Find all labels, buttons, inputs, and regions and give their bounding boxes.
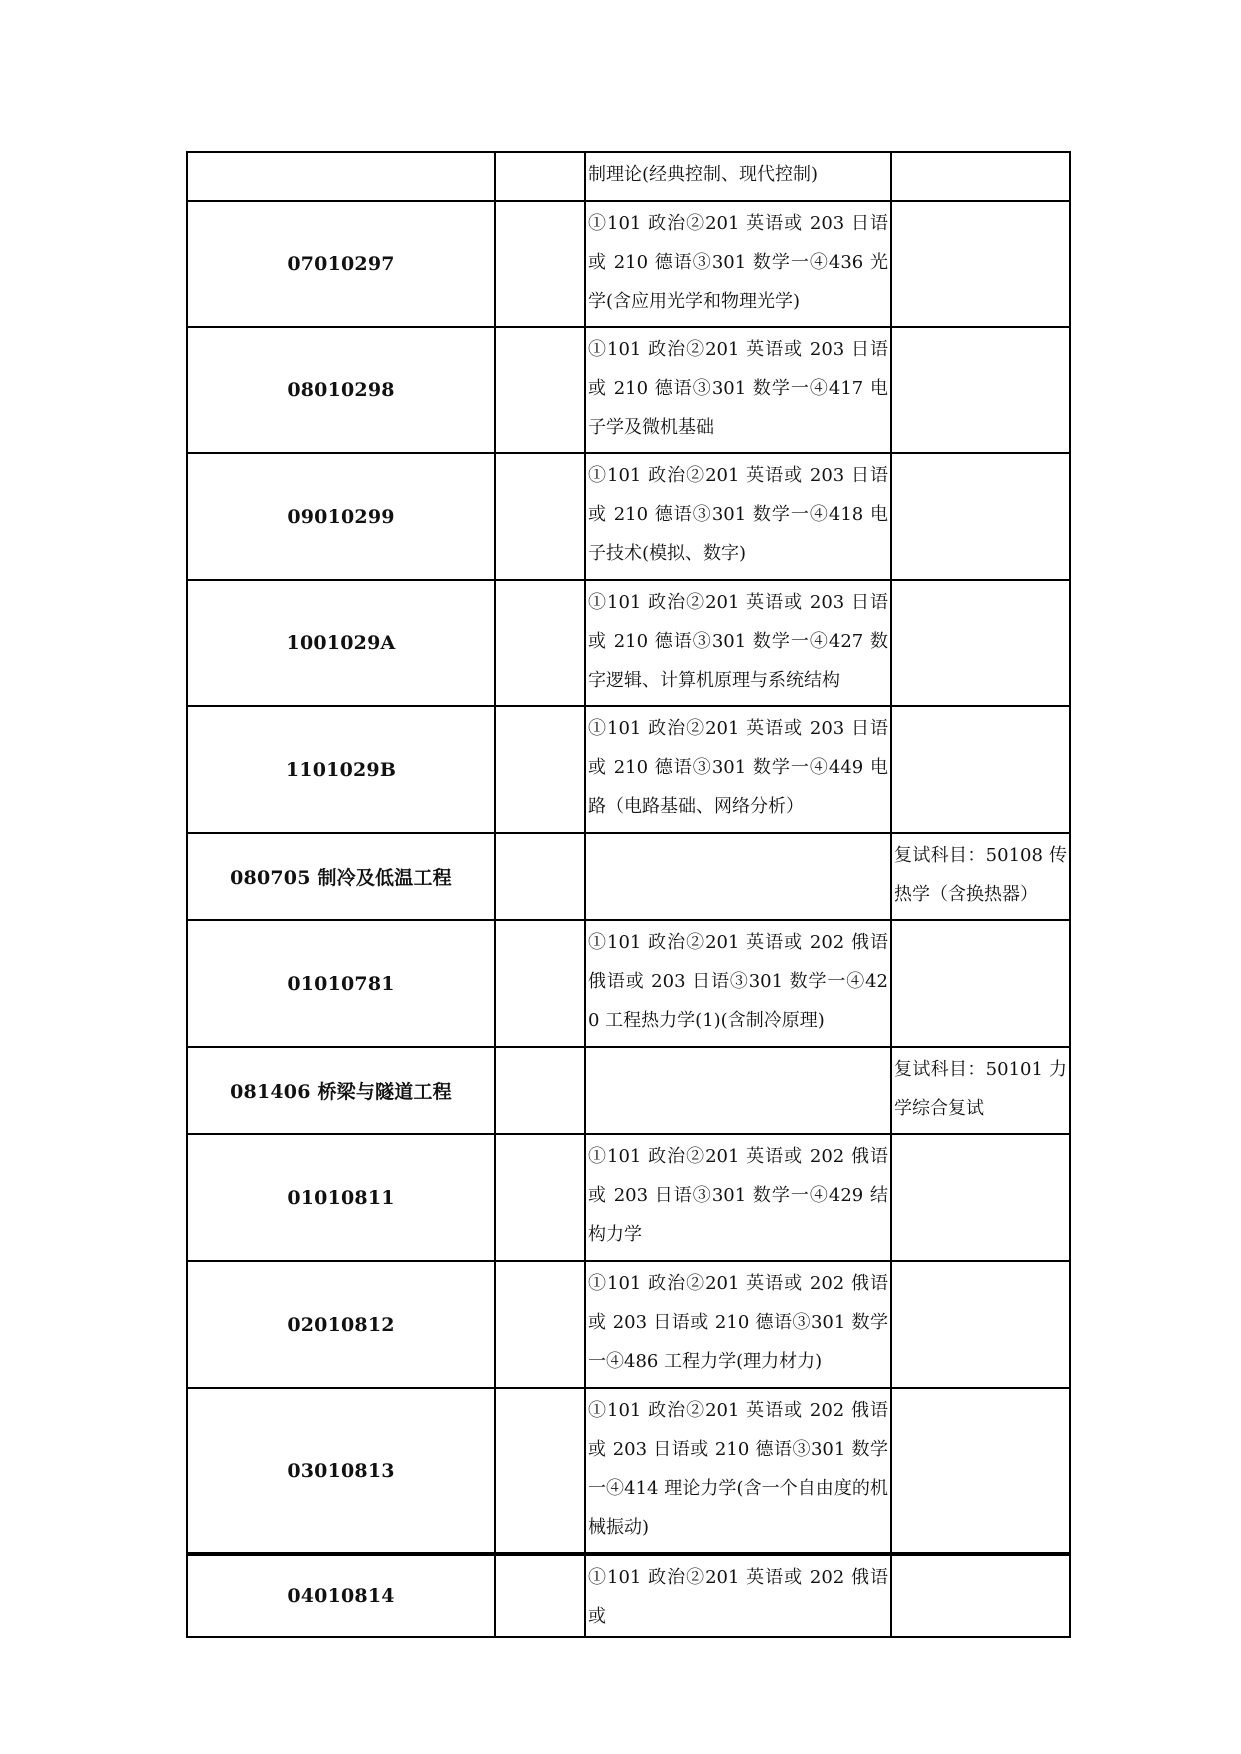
blank-cell <box>495 1134 585 1261</box>
blank-cell <box>495 833 585 920</box>
program-code-cell <box>187 152 495 201</box>
note-cell <box>891 327 1070 453</box>
blank-cell <box>495 152 585 201</box>
exam-subjects-cell: 制理论(经典控制、现代控制) <box>585 152 891 201</box>
program-code-cell: 01010811 <box>187 1134 495 1261</box>
exam-subjects-cell: ①101 政治②201 英语或 203 日语或 210 德语③301 数学一④449 电路（电路基础、网络分析） <box>585 706 891 833</box>
note-cell <box>891 1261 1070 1388</box>
exam-subjects-cell <box>585 833 891 920</box>
note-cell <box>891 706 1070 833</box>
note-cell <box>891 201 1070 327</box>
note-cell: 复试科目：50101 力学综合复试 <box>891 1047 1070 1134</box>
program-code-cell: 09010299 <box>187 453 495 580</box>
note-cell <box>891 152 1070 201</box>
note-cell <box>891 920 1070 1047</box>
exam-subjects-cell: ①101 政治②201 英语或 203 日语或 210 德语③301 数学一④427 数字逻辑、计算机原理与系统结构 <box>585 580 891 706</box>
exam-subjects-cell: ①101 政治②201 英语或 202 俄语或 203 日语或 210 德语③301 数学一④486 工程力学(理力材力) <box>585 1261 891 1388</box>
table-row <box>187 1261 1070 1388</box>
blank-cell <box>495 327 585 453</box>
program-table <box>186 151 1071 1638</box>
table-row <box>187 580 1070 706</box>
table-row <box>187 706 1070 833</box>
table-row <box>187 1134 1070 1261</box>
program-code-cell: 03010813 <box>187 1388 495 1554</box>
table-row <box>187 152 1070 201</box>
table-row <box>187 1554 1070 1637</box>
note-cell: 复试科目：50108 传热学（含换热器） <box>891 833 1070 920</box>
blank-cell <box>495 1554 585 1637</box>
note-cell <box>891 580 1070 706</box>
program-code-cell: 080705 制冷及低温工程 <box>187 833 495 920</box>
exam-subjects-cell: ①101 政治②201 英语或 203 日语或 210 德语③301 数学一④436 光学(含应用光学和物理光学) <box>585 201 891 327</box>
program-code-cell: 1001029A <box>187 580 495 706</box>
table-row <box>187 1388 1070 1554</box>
program-code-cell: 07010297 <box>187 201 495 327</box>
program-code-cell: 02010812 <box>187 1261 495 1388</box>
blank-cell <box>495 1261 585 1388</box>
exam-subjects-cell: ①101 政治②201 英语或 202 俄语俄语或 203 日语③301 数学一④42 0 工程热力学(1)(含制冷原理) <box>585 920 891 1047</box>
blank-cell <box>495 1047 585 1134</box>
program-code-cell: 08010298 <box>187 327 495 453</box>
exam-subjects-cell: ①101 政治②201 英语或 202 俄语或 <box>585 1554 891 1637</box>
blank-cell <box>495 706 585 833</box>
program-code-cell: 01010781 <box>187 920 495 1047</box>
exam-subjects-cell: ①101 政治②201 英语或 203 日语或 210 德语③301 数学一④418 电子技术(模拟、数字) <box>585 453 891 580</box>
table-row <box>187 327 1070 453</box>
exam-subjects-cell: ①101 政治②201 英语或 202 俄语或 203 日语或 210 德语③301 数学一④414 理论力学(含一个自由度的机械振动) <box>585 1388 891 1554</box>
blank-cell <box>495 201 585 327</box>
note-cell <box>891 453 1070 580</box>
note-cell <box>891 1134 1070 1261</box>
exam-subjects-cell: ①101 政治②201 英语或 202 俄语或 203 日语③301 数学一④429 结构力学 <box>585 1134 891 1261</box>
exam-subjects-cell <box>585 1047 891 1134</box>
note-cell <box>891 1554 1070 1637</box>
program-code-cell: 081406 桥梁与隧道工程 <box>187 1047 495 1134</box>
table-row <box>187 920 1070 1047</box>
note-cell <box>891 1388 1070 1554</box>
exam-subjects-cell: ①101 政治②201 英语或 203 日语或 210 德语③301 数学一④417 电子学及微机基础 <box>585 327 891 453</box>
blank-cell <box>495 920 585 1047</box>
table-row <box>187 1047 1070 1134</box>
program-code-cell: 04010814 <box>187 1554 495 1637</box>
blank-cell <box>495 580 585 706</box>
table-row <box>187 453 1070 580</box>
table-row <box>187 201 1070 327</box>
program-code-cell: 1101029B <box>187 706 495 833</box>
blank-cell <box>495 453 585 580</box>
blank-cell <box>495 1388 585 1554</box>
table-row <box>187 833 1070 920</box>
